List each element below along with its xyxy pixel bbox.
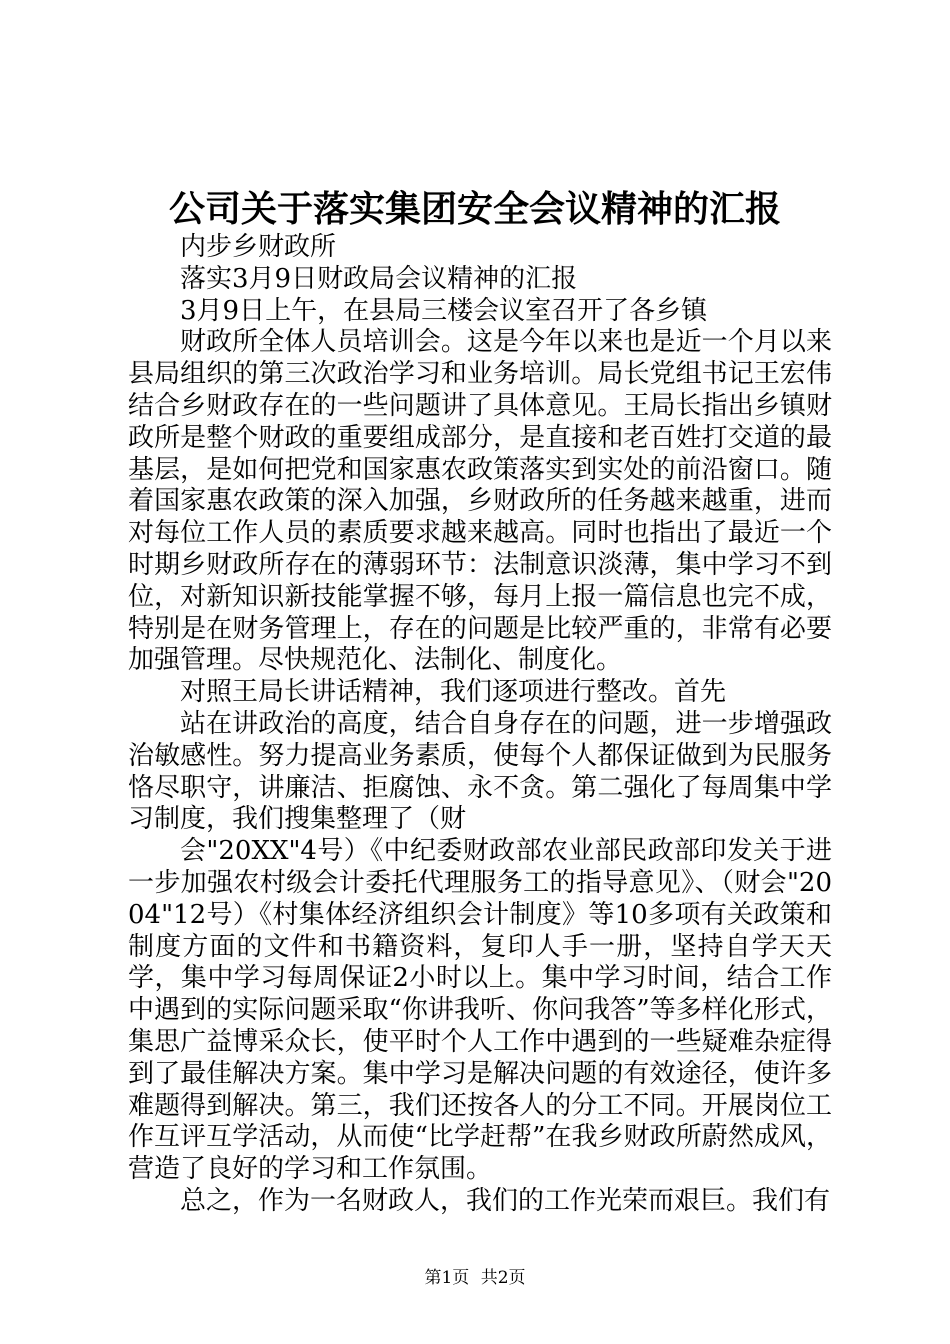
page-footer — [0, 1267, 950, 1289]
paragraph-subtitle: 落实3月9日财政局会议精神的汇报 — [180, 263, 578, 294]
paragraph-training-summary: 财政所全体人员培训会。这是今年以来也是近一个月以来县局组织的第三次政治学习和业务培训。局长党组书记王宏伟结合乡财政存在的一些问题讲了具体意见。王局长指出乡镇财政所是整个财政的重要组成部分，是直接和老百姓打交道的最基层，是如何把党和国家惠农政策落实到实处的前沿窗口。随着国家惠农政策的深入加强，乡财政所的任务越来越重，进而对每位工作人员的素质要求越来越高。同时也指出了最近一个时期乡财政所存在的薄弱环节：法制意识淡薄，集中学习不到位，对新知识新技能掌握不够，每月上报一篇信息也完不成，特别是在财务管理上，存在的问题是比较严重的，非常有必要加强管理。尽快规范化、法制化、制度化。 — [128, 327, 832, 676]
paragraph-political-awareness: 站在讲政治的高度，结合自身存在的问题，进一步增强政治敏感性。努力提高业务素质，使每个人都保证做到为民服务恪尽职守，讲廉洁、拒腐蚀、永不贪。第二强化了每周集中学习制度，我们搜集整理了（财 — [128, 708, 832, 835]
paragraph-conclusion: 总之，作为一名财政人，我们的工作光荣而艰巨。我们有 — [180, 1185, 831, 1216]
page-number-total: 共2页 — [480, 1268, 526, 1288]
paragraph-study-materials: 会"20XX"4号）《中纪委财政部农业部民政部印发关于进一步加强农村级会计委托代理服务工的指导意见》、（财会"2004"12号）《村集体经济组织会计制度》等10多项有关政策和制度方面的文件和书籍资料，复印人手一册，坚持自学天天学，集中学习每周保证2小时以上。集中学习时间，结合工作中遇到的实际问题采取“你讲我听、你问我答”等多样化形式，集思广益博采众长，使平时个人工作中遇到的一些疑难杂症得到了最佳解决方案。集中学习是解决问题的有效途径，使许多难题得到解决。第三，我们还按各人的分工不同。开展岗位工作互评互学活动，从而使“比学赶帮”在我乡财政所蔚然成风，营造了良好的学习和工作氛围。 — [128, 836, 832, 1185]
page-number-current: 第1页 — [424, 1268, 470, 1288]
paragraph-rectification: 对照王局长讲话精神，我们逐项进行整改。首先 — [180, 677, 727, 708]
document-title: 公司关于落实集团安全会议精神的汇报 — [168, 188, 781, 230]
paragraph-meeting-date: 3月9日上午，在县局三楼会议室召开了各乡镇 — [180, 295, 708, 326]
paragraph-organization: 内步乡财政所 — [180, 232, 337, 262]
document-body — [128, 232, 832, 1218]
